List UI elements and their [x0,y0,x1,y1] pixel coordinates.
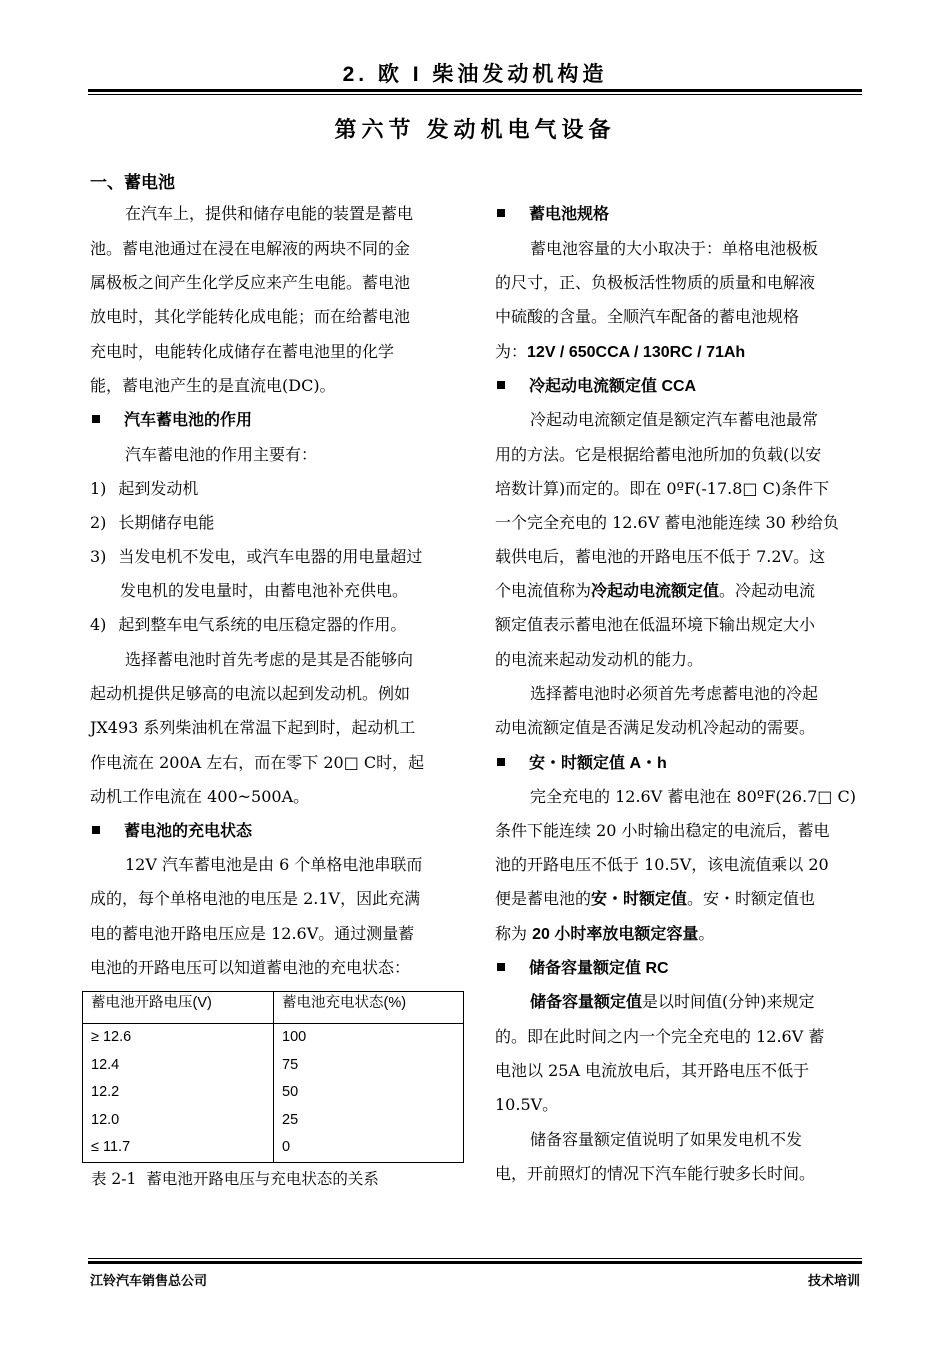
square-bullet-icon [497,381,505,389]
charge-heading: 蓄电池的充电状态 [124,823,253,840]
bullet-rc [497,958,669,979]
cca-line: 额定值表示蓄电池在低温环境下输出规定大小 [495,615,816,634]
cca-term: 冷起动电流额定值 [591,583,720,600]
header-rule-thick [88,89,862,92]
ah-line [495,889,815,910]
table-cell: 12.0 [83,1107,274,1135]
cca-line [495,581,815,602]
select-line: 起动机提供足够高的电流以起到发动机。例如 [90,684,411,703]
ah-heading: 安・时额定值 A・h [529,755,667,772]
square-bullet-icon [497,209,505,217]
spec-line: 的尺寸，正、负极板活性物质的质量和电解液 [495,273,816,292]
rc-line: 电池以 25A 电流放电后，其开路电压不低于 [495,1061,810,1080]
intro-line: 池。蓄电池通过在浸在电解液的两块不同的金 [90,239,411,258]
spec-heading: 蓄电池规格 [529,206,610,223]
bullet-spec [497,204,609,225]
select-line: 选择蓄电池时首先考虑的是其是否能够向 [125,650,414,669]
heading-battery: 一、蓄电池 [90,173,175,192]
cca-line: 用的方法。它是根据给蓄电池所加的负载(以安 [495,445,822,464]
ah-line: 池的开路电压不低于 10.5V，该电流值乘以 20 [495,855,829,874]
rc-line [530,992,815,1013]
table-header-row [83,992,464,1024]
table-header-cell: 蓄电池充电状态(%) [274,992,464,1024]
table-cell: 50 [274,1079,464,1107]
cca-line: 载供电后，蓄电池的开路电压不低于 7.2V。这 [495,547,826,566]
charge-line: 12V 汽车蓄电池是由 6 个单格电池串联而 [125,855,423,874]
spec-value-line [495,342,745,363]
role-item-num: 4) [90,615,107,634]
rc-line: 的。即在此时间之内一个完全充电的 12.6V 蓄 [495,1027,825,1046]
caption-text: 蓄电池开路电压与充电状态的关系 [146,1170,379,1188]
caption-label: 表 2-1 [91,1170,137,1188]
ah-text: 。安・时额定值也 [687,889,816,908]
table-row [83,1024,464,1052]
table-row [83,1079,464,1107]
cca-line: 冷起动电流额定值是额定汽车蓄电池最常 [530,410,819,429]
bullet-role [92,410,252,431]
role-item-continued: 发电机的发电量时，由蓄电池补充供电。 [120,581,409,600]
role-item [90,513,214,533]
spec-line: 中硫酸的含量。全顺汽车配备的蓄电池规格 [495,307,800,326]
table-cell: ≤ 11.7 [83,1134,274,1162]
header-rule-thin [88,94,862,95]
charge-line: 电池的开路电压可以知道蓄电池的充电状态： [90,958,411,977]
role-intro: 汽车蓄电池的作用主要有： [125,445,318,464]
bullet-ah [497,753,667,774]
square-bullet-icon [497,758,505,766]
select-line: JX493 系列柴油机在常温下起到时，起动机工 [90,718,416,737]
rc-heading: 储备容量额定值 RC [529,960,669,977]
role-item-text: 当发电机不发电，或汽车电器的用电量超过 [118,547,423,566]
intro-line: 在汽车上，提供和储存电能的装置是蓄电 [125,204,414,223]
bullet-charge [92,821,252,842]
footer-rule-thin [88,1258,862,1259]
role-item-num: 1) [90,479,107,498]
cca-line: 一个完全充电的 12.6V 蓄电池能连续 30 秒给负 [495,513,839,532]
role-item [90,547,422,567]
rc-term: 储备容量额定值 [530,994,643,1011]
cca-line: 培数计算)而定的。即在 0ºF(-17.8□ C)条件下 [495,479,830,498]
table-row [83,1052,464,1080]
table-cell: 75 [274,1052,464,1080]
role-item-text: 长期储存电能 [118,513,215,532]
footer-training: 技术培训 [807,1273,860,1288]
select-line: 作电流在 200A 左右，而在零下 20□ C时，起 [90,753,425,772]
charge-line: 成的，每个单格电池的电压是 2.1V，因此充满 [90,889,421,908]
ah-term: 安・时额定值 [591,891,688,908]
intro-line: 放电时，其化学能转化成电能；而在给蓄电池 [90,307,411,326]
ah-text: 。 [698,924,715,943]
role-item-text: 起到发动机 [118,479,199,498]
rc-line: 10.5V。 [495,1095,559,1114]
bullet-cca [497,376,696,397]
role-item-text: 起到整车电气系统的电压稳定器的作用。 [118,615,407,634]
intro-line: 充电时，电能转化成储存在蓄电池里的化学 [90,342,395,361]
charge-line: 电的蓄电池开路电压应是 12.6V。通过测量蓄 [90,924,415,943]
role-item-num: 3) [90,547,107,566]
ah-line: 完全充电的 12.6V 蓄电池在 80ºF(26.7□ C) [530,787,856,806]
page-header-title: 2. 欧 I 柴油发动机构造 [342,63,608,86]
role-heading: 汽车蓄电池的作用 [124,412,253,429]
spec-value: 12V / 650CCA / 130RC / 71Ah [527,344,746,361]
section-title: 第六节 发动机电气设备 [334,117,616,142]
cca-select-line: 选择蓄电池时必须首先考虑蓄电池的冷起 [530,684,819,703]
table-row [83,1107,464,1135]
ah-line [495,924,714,945]
role-item [90,479,198,499]
table-cell: ≥ 12.6 [83,1024,274,1052]
cca-line: 的电流来起动发动机的能力。 [495,650,704,669]
square-bullet-icon [92,826,100,834]
footer-rule-thick [88,1261,862,1264]
intro-line: 属极板之间产生化学反应来产生电能。蓄电池 [90,273,411,292]
table-cell: 100 [274,1024,464,1052]
cca-heading: 冷起动电流额定值 CCA [529,378,697,395]
cca-text: 。冷起动电流 [719,581,816,600]
role-item [90,615,406,635]
cca-text: 个电流值称为 [495,581,592,600]
select-line: 动机工作电流在 400~500A。 [90,787,310,806]
table-cell: 25 [274,1107,464,1135]
table-row [83,1134,464,1162]
rc-note-line: 电，开前照灯的情况下汽车能行驶多长时间。 [495,1164,816,1183]
cca-select-line: 动电流额定值是否满足发动机冷起动的需要。 [495,718,816,737]
spec-line: 蓄电池容量的大小取决于：单格电池极板 [530,239,819,258]
footer-company: 江铃汽车销售总公司 [90,1273,208,1288]
table-caption [91,1167,379,1189]
square-bullet-icon [497,963,505,971]
table-cell: 12.4 [83,1052,274,1080]
ah-text: 称为 [495,924,533,943]
rc-text: 是以时间值(分钟)来规定 [642,992,815,1011]
voltage-charge-table [82,991,464,1163]
table-cell: 12.2 [83,1079,274,1107]
rc-note-line: 储备容量额定值说明了如果发电机不发 [530,1130,803,1149]
table-header-cell: 蓄电池开路电压(V) [83,992,274,1024]
ah-line: 条件下能连续 20 小时输出稳定的电流后，蓄电 [495,821,830,840]
ah-term: 20 小时率放电额定容量 [532,926,699,943]
intro-line: 能，蓄电池产生的是直流电(DC)。 [90,376,336,395]
square-bullet-icon [92,415,100,423]
spec-prefix: 为： [495,342,528,361]
role-item-num: 2) [90,513,107,532]
table-cell: 0 [274,1134,464,1162]
ah-text: 便是蓄电池的 [495,889,592,908]
